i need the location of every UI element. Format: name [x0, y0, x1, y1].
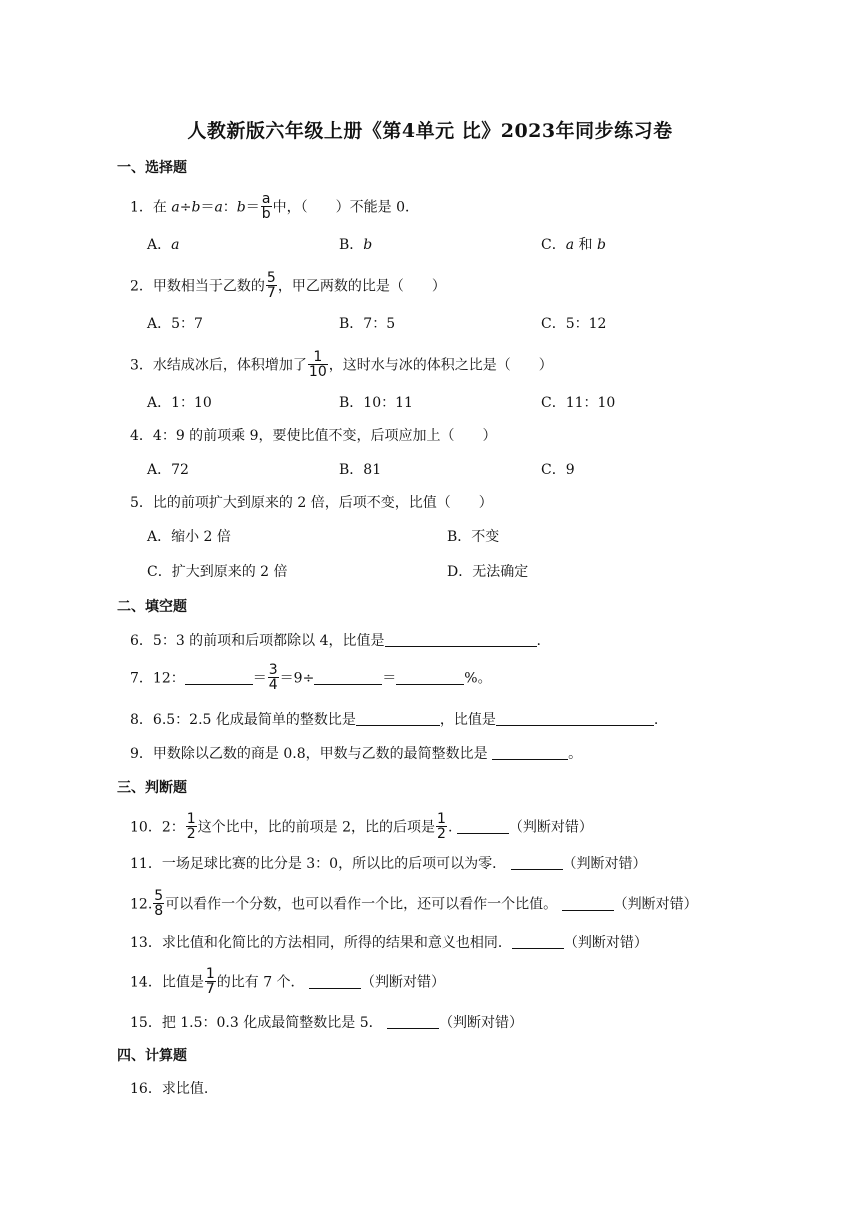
question-text: 15．把 1.5：0.3 化成最简整数比是 5．	[130, 1015, 388, 1031]
option-a[interactable]: A．a	[147, 237, 180, 253]
option-a[interactable]: A．5：7	[147, 316, 203, 332]
answer-blank[interactable]	[314, 670, 382, 685]
question-text: 2．甲数相当于乙数的	[130, 278, 265, 295]
fraction-5-8: $\frac{5}{8}$	[154, 888, 164, 919]
question-text: 11．一场足球比赛的比分是 3：0，所以比的后项可以为零．	[130, 856, 511, 872]
page-title: 人教新版六年级上册《第4单元 比》2023年同步练习卷	[187, 120, 673, 142]
question-15: 15．把 1.5：0.3 化成最简整数比是 5． （判断对错）	[130, 1015, 524, 1031]
answer-blank[interactable]	[511, 855, 563, 870]
question-9: 9．甲数除以乙数的商是 0.8，甲数与乙数的最简整数比是 。	[130, 746, 583, 762]
question-number: 12.	[130, 896, 153, 913]
option-b[interactable]: B．10：11	[339, 395, 413, 411]
question-16: 16．求比值.	[130, 1081, 209, 1097]
question-1	[130, 193, 419, 222]
option-c[interactable]: C．11：10	[541, 395, 616, 411]
question-text: 14．比值是	[130, 974, 204, 991]
answer-blank[interactable]	[496, 711, 654, 726]
question-10: 10．2： $\frac{1}{2}$ 这个比中，比的前项是 2，比的后项是 $\frac{1}{2}$ . （判断对错）	[130, 811, 593, 842]
option-c[interactable]: C．5：12	[541, 316, 607, 332]
option-b[interactable]: B．81	[339, 462, 382, 478]
option-c[interactable]: C．扩大到原来的 2 倍	[147, 564, 288, 580]
var-b: b	[236, 199, 246, 216]
question-text: 7．12：	[130, 670, 185, 687]
question-number: 1．	[130, 199, 153, 216]
equals-sign: ＝	[245, 199, 260, 216]
fraction-5-7: $\frac{5}{7}$	[266, 270, 276, 301]
divide-sign: ÷	[179, 199, 192, 216]
answer-blank[interactable]	[185, 670, 253, 685]
question-13: 13．求比值和化简比的方法相同，所得的结果和意义也相同． （判断对错）	[130, 935, 648, 951]
fraction-1-2: $\frac{1}{2}$	[186, 811, 196, 842]
option-a[interactable]: A．72	[147, 462, 189, 478]
question-text: 6．5：3 的前项和后项都除以 4，比值是	[130, 633, 385, 649]
fraction-a-over-b: $\frac{a}{b}$	[261, 191, 271, 222]
question-5: 5．比的前项扩大到原来的 2 倍，后项不变，比值（ ）	[130, 495, 493, 511]
answer-blank[interactable]	[309, 974, 361, 989]
question-14: 14．比值是 $\frac{1}{7}$ 的比有 7 个． （判断对错）	[130, 966, 446, 997]
var-a: a	[214, 199, 223, 216]
option-a[interactable]: A．1：10	[147, 395, 212, 411]
fraction-3-4: $\frac{3}{4}$	[268, 662, 278, 693]
question-text: 中，（ ）不能是 0．	[272, 199, 420, 216]
var-b: b	[191, 199, 201, 216]
fraction-1-2: $\frac{1}{2}$	[437, 811, 446, 842]
option-a[interactable]: A．缩小 2 倍	[147, 529, 231, 545]
option-b[interactable]: B．b	[339, 237, 373, 253]
answer-blank[interactable]	[387, 1014, 439, 1029]
question-text: 10．2：	[130, 819, 185, 836]
answer-blank[interactable]	[356, 711, 440, 726]
question-2	[130, 272, 446, 301]
option-c[interactable]: C．a 和 b	[541, 237, 606, 253]
answer-blank[interactable]	[385, 632, 537, 647]
question-text: 8．6.5：2.5 化成最简单的整数比是	[130, 712, 356, 728]
question-3	[130, 351, 553, 380]
option-b[interactable]: B．不变	[447, 529, 500, 545]
question-4: 4．4：9 的前项乘 9，要使比值不变，后项应加上（ ）	[130, 428, 497, 444]
question-text: 3．水结成冰后，体积增加了	[130, 357, 307, 374]
answer-blank[interactable]	[492, 745, 568, 760]
question-text: ，甲乙两数的比是（ ）	[277, 278, 446, 295]
equals-sign: ＝	[200, 199, 215, 216]
option-d[interactable]: D．无法确定	[447, 564, 529, 580]
question-text: 9．甲数除以乙数的商是 0.8，甲数与乙数的最简整数比是	[130, 746, 493, 762]
question-8: 8．6.5：2.5 化成最简单的整数比是 ，比值是 .	[130, 712, 659, 728]
question-7: 7．12： ＝ $\frac{3}{4}$ ＝9÷ ＝ %。	[130, 662, 492, 693]
question-text: ，这时水与冰的体积之比是（ ）	[328, 357, 553, 374]
option-c[interactable]: C．9	[541, 462, 575, 478]
ratio-colon: ：	[222, 199, 237, 216]
answer-blank[interactable]	[457, 819, 509, 834]
question-6: 6．5：3 的前项和后项都除以 4，比值是 .	[130, 633, 541, 649]
question-12: 12. $\frac{5}{8}$ 可以看作一个分数，也可以看作一个比，还可以看作一个比值。 （判断对错）	[130, 888, 698, 919]
answer-blank[interactable]	[396, 670, 464, 685]
section-heading-calculation: 四、计算题	[117, 1048, 187, 1064]
question-text: 在	[152, 199, 172, 216]
section-heading-choice: 一、选择题	[117, 160, 187, 176]
var-a: a	[171, 199, 180, 216]
section-heading-fill-in: 二、填空题	[117, 599, 187, 615]
fraction-1-10: $\frac{1}{10}$	[308, 349, 327, 380]
question-11: 11．一场足球比赛的比分是 3：0，所以比的后项可以为零． （判断对错）	[130, 856, 647, 872]
question-text: 13．求比值和化简比的方法相同，所得的结果和意义也相同．	[130, 935, 512, 951]
answer-blank[interactable]	[512, 934, 564, 949]
section-heading-true-false: 三、判断题	[117, 780, 187, 796]
option-b[interactable]: B．7：5	[339, 316, 396, 332]
fraction-1-7: $\frac{1}{7}$	[205, 966, 215, 997]
answer-blank[interactable]	[562, 896, 614, 911]
